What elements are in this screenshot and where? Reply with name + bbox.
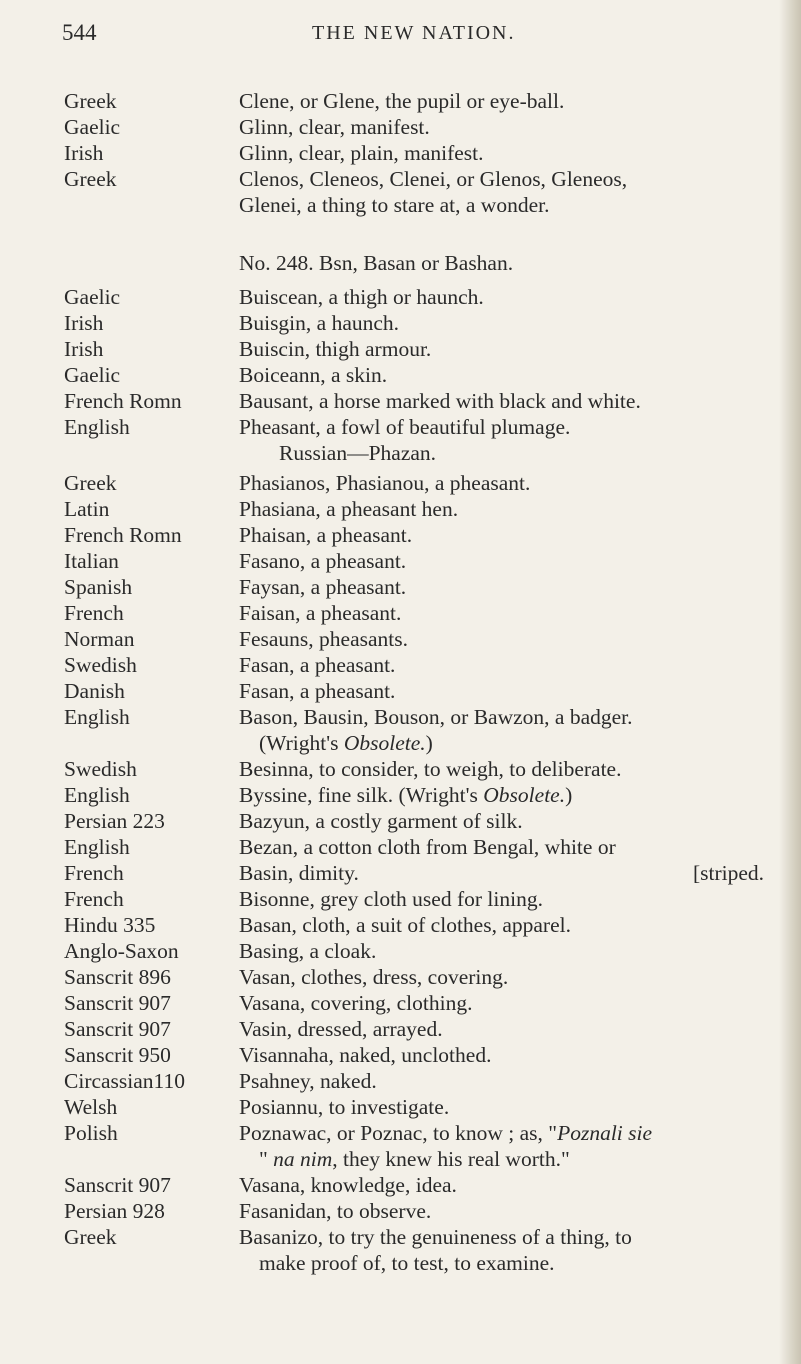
entry-row [64,312,764,334]
entry-definition: Basin, dimity. [239,861,359,885]
entry-language: Swedish [64,653,137,677]
entry-definition: Glinn, clear, plain, manifest. [239,141,484,165]
entry-definition: Fesauns, pheasants. [239,627,408,651]
entry-definition: Bason, Bausin, Bouson, or Bawzon, a badger. [239,705,633,729]
entry-language: Gaelic [64,115,121,139]
entry-row [64,1018,764,1040]
entry-definition: Psahney, naked. [239,1069,377,1093]
entry-row [64,888,764,910]
entry-definition: Pheasant, a fowl of beautiful plumage. [239,415,571,439]
entry-language: Greek [64,1225,117,1249]
entry-definition: Clene, or Glene, the pupil or eye-ball. [239,89,565,113]
entry-row [64,992,764,1014]
entry-language: Sanscrit 950 [64,1043,171,1067]
entry-language: Persian 223 [64,809,165,833]
entry-definition: Buiscean, a thigh or haunch. [239,285,484,309]
entry-row [64,784,764,806]
entry-definition: Basanizo, to try the genuineness of a thing, to [239,1225,632,1249]
entry-row [64,1096,764,1118]
entry-row [64,680,764,702]
entry-definition: Fasan, a pheasant. [239,653,396,677]
entry-definition: Bisonne, grey cloth used for lining. [239,887,543,911]
entry-language: French [64,861,124,885]
entry-language: Swedish [64,757,137,781]
entry-definition: Phasianos, Phasianou, a pheasant. [239,471,531,495]
entry-language: Sanscrit 907 [64,991,171,1015]
entry-row [64,390,764,412]
entry-definition: Bezan, a cotton cloth from Bengal, white or [239,835,616,859]
entry-definition: Glinn, clear, manifest. [239,115,430,139]
entry-row [64,862,764,884]
entry-definition: Faysan, a pheasant. [239,575,407,599]
entry-row [64,1070,764,1092]
entry-language: Polish [64,1121,118,1145]
entry-language: English [64,415,130,439]
entry-continuation: " na nim, they knew his real worth." [259,1147,570,1171]
entry-definition: Fasan, a pheasant. [239,679,396,703]
entry-definition: Byssine, fine silk. (Wright's Obsolete.) [239,783,573,807]
entry-row [64,1122,764,1144]
entry-language: Circassian110 [64,1069,186,1093]
entry-row [64,810,764,832]
entry-language: Sanscrit 896 [64,965,171,989]
entry-language: Welsh [64,1095,118,1119]
entry-language: Persian 928 [64,1199,165,1223]
entry-definition: Visannaha, naked, unclothed. [239,1043,492,1067]
entry-language: French Romn [64,523,182,547]
entry-definition: Clenos, Cleneos, Clenei, or Glenos, Gleneos, [239,167,628,191]
entry-continuation: make proof of, to test, to examine. [259,1251,555,1275]
page-header [62,20,762,54]
entry-row [64,654,764,676]
entry-definition: Vasana, knowledge, idea. [239,1173,457,1197]
entry-definition: Buiscin, thigh armour. [239,337,432,361]
entry-row [64,628,764,650]
entry-row [64,940,764,962]
entry-row [64,836,764,858]
entry-row [64,706,764,728]
entry-definition: Basing, a cloak. [239,939,377,963]
entry-row [64,914,764,936]
entry-definition: Faisan, a pheasant. [239,601,402,625]
entry-definition: Vasin, dressed, arrayed. [239,1017,443,1041]
entry-language: Greek [64,167,117,191]
entry-definition: Besinna, to consider, to weigh, to deliberate. [239,757,622,781]
running-title: THE NEW NATION. [312,22,516,44]
section-heading: No. 248. Bsn, Basan or Bashan. [239,251,514,275]
entry-language: French [64,887,124,911]
entry-language: Norman [64,627,135,651]
entry-definition: Vasana, covering, clothing. [239,991,473,1015]
entry-row [64,576,764,598]
entry-row [64,472,764,494]
entry-language: Hindu 335 [64,913,156,937]
entry-continuation: (Wright's Obsolete.) [259,731,433,755]
entry-definition: Posiannu, to investigate. [239,1095,450,1119]
entry-definition: Boiceann, a skin. [239,363,388,387]
entry-language: Irish [64,311,104,335]
entry-language: French [64,601,124,625]
entry-bracketed-continuation: [striped. [692,861,764,885]
entry-language: Danish [64,679,125,703]
entry-language: Sanscrit 907 [64,1173,171,1197]
entry-definition: Bazyun, a costly garment of silk. [239,809,523,833]
entry-language: Irish [64,141,104,165]
entry-row [64,524,764,546]
entry-definition: Phaisan, a pheasant. [239,523,413,547]
entry-definition: Bausant, a horse marked with black and white. [239,389,641,413]
entry-row [64,1174,764,1196]
entry-row [64,116,764,138]
entry-row [64,966,764,988]
entry-language: Italian [64,549,119,573]
entry-continuation: Glenei, a thing to stare at, a wonder. [239,193,550,217]
entry-language: Latin [64,497,110,521]
entry-row [64,1044,764,1066]
entry-definition: Buisgin, a haunch. [239,311,400,335]
entry-language: Anglo-Saxon [64,939,179,963]
entry-language: Gaelic [64,285,121,309]
entry-row [64,286,764,308]
entry-row [64,498,764,520]
entry-language: English [64,783,130,807]
entry-row [64,338,764,360]
entry-row [64,364,764,386]
entry-language: Sanscrit 907 [64,1017,171,1041]
entry-language: Gaelic [64,363,121,387]
entry-definition: Fasanidan, to observe. [239,1199,432,1223]
entry-language: Spanish [64,575,133,599]
entry-row [64,550,764,572]
entry-row [64,90,764,112]
entry-language: Greek [64,471,117,495]
entry-row [64,1226,764,1248]
entry-definition: Fasano, a pheasant. [239,549,407,573]
entry-definition: Poznawac, or Poznac, to know ; as, "Poznali sie [239,1121,653,1145]
entry-row [64,1200,764,1222]
entry-definition: Vasan, clothes, dress, covering. [239,965,509,989]
entry-language: French Romn [64,389,182,413]
entry-row [64,758,764,780]
entry-row [64,142,764,164]
page-number: 544 [62,20,97,45]
entry-row [64,168,764,190]
entry-language: English [64,835,130,859]
entry-continuation: Russian—Phazan. [279,441,437,465]
entry-row [64,416,764,438]
entries-list [64,90,764,1274]
entry-language: Greek [64,89,117,113]
entry-definition: Phasiana, a pheasant hen. [239,497,459,521]
page-edge-shadow [779,0,801,1364]
entry-language: English [64,705,130,729]
entry-row [64,602,764,624]
entry-language: Irish [64,337,104,361]
entry-definition: Basan, cloth, a suit of clothes, apparel. [239,913,571,937]
